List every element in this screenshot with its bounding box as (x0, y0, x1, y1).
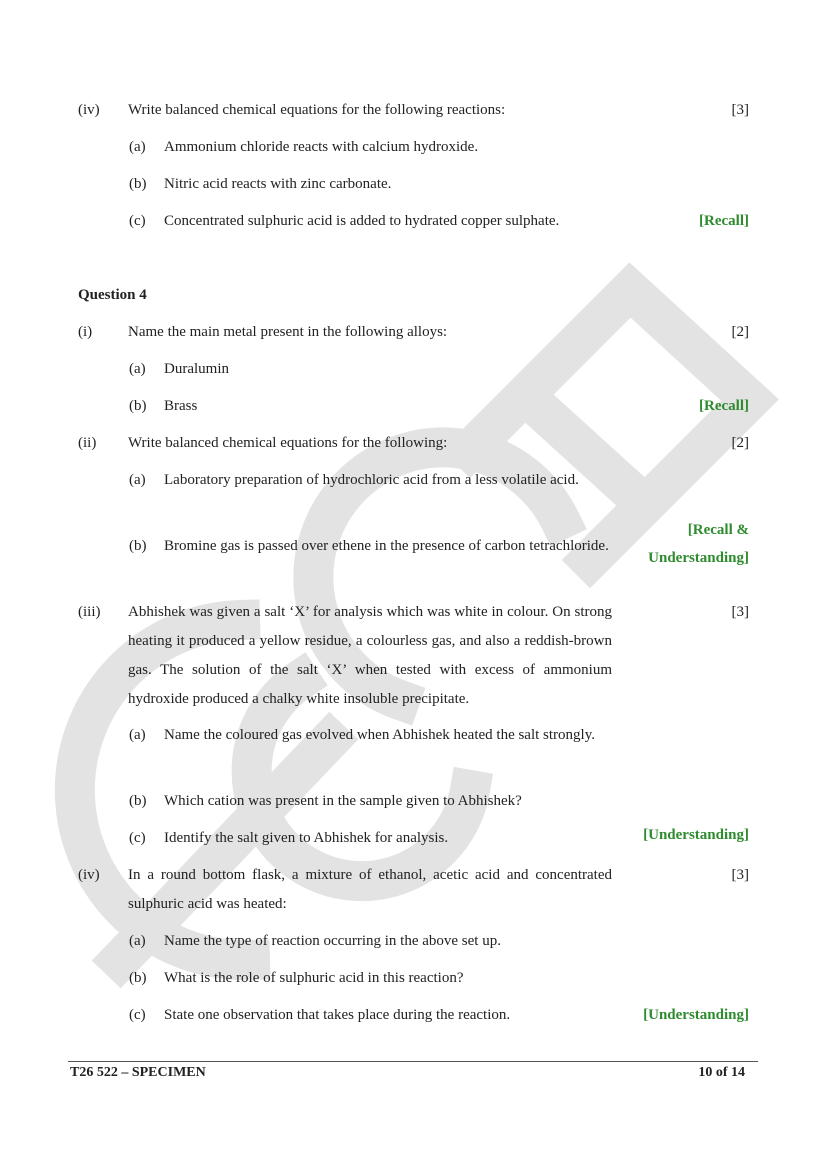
q4-ii-b-text: Bromine gas is passed over ethene in the presence of carbon tetrachloride. (164, 538, 609, 554)
footer-page-number: 10 of 14 (698, 1065, 745, 1080)
q4-iii-number: (iii) (78, 604, 101, 620)
q4-iii-a-label: (a) (129, 727, 146, 743)
q4-ii-tag-line2: Understanding] (648, 550, 749, 566)
q4-ii-number: (ii) (78, 435, 97, 451)
q3-iv-a-text: Ammonium chloride reacts with calcium hydroxide. (164, 139, 479, 155)
q3-iv-a-label: (a) (129, 139, 146, 155)
q4-iii-text: Abhishek was given a salt ‘X’ for analysis which was white in colour. On strong heating it produced a yellow residue, a colourless gas, and also a reddish-brown gas. The solution of the salt ‘X’ when tested with excess of ammonium hydroxide produced a chalky white insoluble precipitate. (128, 604, 612, 707)
q3-iv-number: (iv) (78, 102, 100, 118)
q3-iv-tag: [Recall] (699, 213, 749, 229)
q4-iii-tag: [Understanding] (643, 827, 749, 843)
q3-iv-c-text: Concentrated sulphuric acid is added to hydrated copper sulphate. (164, 213, 560, 229)
footer-divider (68, 1061, 758, 1062)
question-4-heading: Question 4 (78, 287, 147, 303)
q4-iv-c-text: State one observation that takes place during the reaction. (164, 1007, 511, 1023)
q4-iv-tag: [Understanding] (643, 1007, 749, 1023)
q4-iii-c-text: Identify the salt given to Abhishek for analysis. (164, 830, 449, 846)
q4-iv-number: (iv) (78, 867, 100, 883)
q4-iv-b-text: What is the role of sulphuric acid in this reaction? (164, 970, 464, 986)
q4-i-a-label: (a) (129, 361, 146, 377)
q4-iv-marks: [3] (731, 867, 749, 883)
q4-iii-b-label: (b) (129, 793, 147, 809)
q4-iv-c-label: (c) (129, 1007, 146, 1023)
q4-iii-marks: [3] (731, 604, 749, 620)
q4-iv-text: In a round bottom flask, a mixture of ethanol, acetic acid and concentrated sulphuric acid was heated: (128, 867, 612, 912)
q3-iv-c-label: (c) (129, 213, 146, 229)
q3-iv-text: Write balanced chemical equations for the following reactions: (128, 102, 506, 118)
q4-i-a-text: Duralumin (164, 361, 229, 377)
q4-iii-b-text: Which cation was present in the sample given to Abhishek? (164, 793, 522, 809)
q4-i-tag: [Recall] (699, 398, 749, 414)
q4-ii-marks: [2] (731, 435, 749, 451)
q3-iv-marks: [3] (731, 102, 749, 118)
q3-iv-b-label: (b) (129, 176, 147, 192)
q4-iii-a-text: Name the coloured gas evolved when Abhishek heated the salt strongly. (164, 727, 595, 743)
q4-ii-a-text: Laboratory preparation of hydrochloric acid from a less volatile acid. (164, 472, 579, 488)
q3-iv-b-text: Nitric acid reacts with zinc carbonate. (164, 176, 392, 192)
q4-ii-b-label: (b) (129, 538, 147, 554)
q4-iv-b-label: (b) (129, 970, 147, 986)
q4-i-b-label: (b) (129, 398, 147, 414)
q4-iii-c-label: (c) (129, 830, 146, 846)
q4-iv-a-label: (a) (129, 933, 146, 949)
q4-i-b-text: Brass (164, 398, 198, 414)
q4-ii-a-label: (a) (129, 472, 146, 488)
q4-iv-a-text: Name the type of reaction occurring in the above set up. (164, 933, 501, 949)
q4-ii-text: Write balanced chemical equations for the following: (128, 435, 448, 451)
footer-code: T26 522 – SPECIMEN (70, 1065, 206, 1080)
q4-i-number: (i) (78, 324, 93, 340)
q4-ii-tag-line1: [Recall & (687, 522, 749, 538)
q4-i-marks: [2] (731, 324, 749, 340)
q4-i-text: Name the main metal present in the following alloys: (128, 324, 448, 340)
